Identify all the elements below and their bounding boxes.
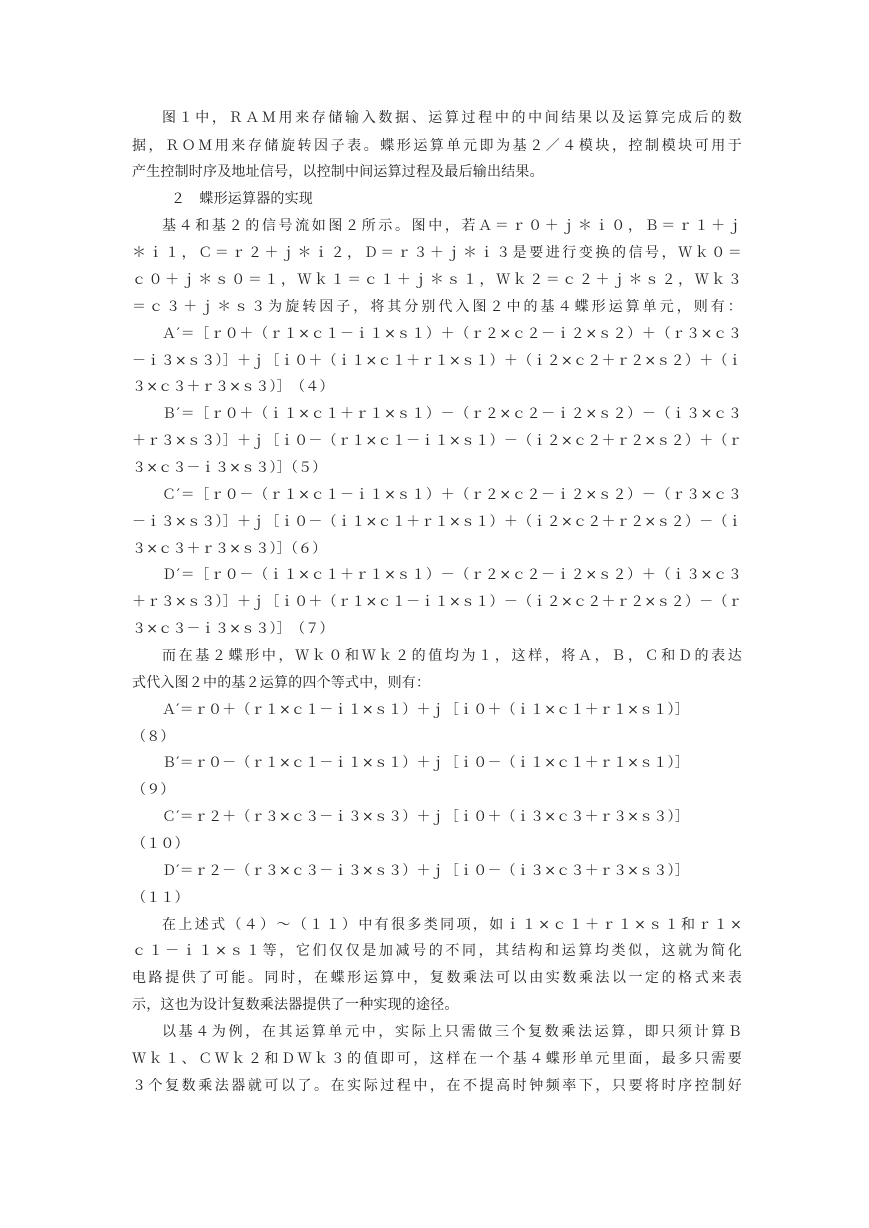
equation-line: ＋ｒ３×ｓ３）］＋ｊ［ｉ０＋（ｒ１×ｃ１－ｉ１×ｓ１）－（ｉ２×ｃ２＋ｒ２×ｓ２）－（ｒ xyxy=(132,594,742,610)
paragraph-line: ３个复数乘法器就可以了。在实际过程中，在不提高时钟频率下，只要将时序控制好 xyxy=(132,1078,742,1094)
paragraph-line: 图１中，ＲＡＭ用来存储输入数据、运算过程中的中间结果以及运算完成后的数 xyxy=(162,110,742,126)
equation-line: ３×ｃ３＋ｒ３×ｓ３）］（６） xyxy=(132,541,327,557)
equation-line: Ｄ′＝ｒ２－（ｒ３×ｃ３－ｉ３×ｓ３）＋ｊ［ｉ０－（ｉ３×ｃ３＋ｒ３×ｓ３）］ xyxy=(162,863,689,879)
equation-line: Ａ′＝［ｒ０＋（ｒ１×ｃ１－ｉ１×ｓ１）＋（ｒ２×ｃ２－ｉ２×ｓ２）＋（ｒ３×ｃ３ xyxy=(162,326,742,342)
equation-line: Ｃ′＝ｒ２＋（ｒ３×ｃ３－ｉ３×ｓ３）＋ｊ［ｉ０＋（ｉ３×ｃ３＋ｒ３×ｓ３）］ xyxy=(162,809,689,825)
equation-line: －ｉ３×ｓ３）］＋ｊ［ｉ０－（ｉ１×ｃ１＋ｒ１×ｓ１）＋（ｉ２×ｃ２＋ｒ２×ｓ２）－（ｉ xyxy=(132,514,742,530)
paragraph-line: Ｗｋ１、ＣＷｋ２和ＤＷｋ３的值即可，这样在一个基４蝶形单元里面，最多只需要 xyxy=(132,1051,742,1067)
section-heading: ２ 蝶形运算器的实现 xyxy=(171,191,313,207)
paragraph-line: 产生控制时序及地址信号，以控制中间运算过程及最后输出结果。 xyxy=(132,164,544,180)
paragraph-line: 电路提供了可能。同时，在蝶形运算中，复数乘法可以由实数乘法以一定的格式来表 xyxy=(132,970,742,986)
equation-line: Ａ′＝ｒ０＋（ｒ１×ｃ１－ｉ１×ｓ１）＋ｊ［ｉ０＋（ｉ１×ｃ１＋ｒ１×ｓ１）］ xyxy=(162,702,689,718)
paragraph-line: 在上述式（４）～（１１）中有很多类同项，如ｉ１×ｃ１＋ｒ１×ｓ１和ｒ１× xyxy=(162,917,742,933)
equation-number: （１０） xyxy=(132,836,189,852)
paragraph-line: ＝ｃ３＋ｊ＊ｓ３为旋转因子，将其分别代入图２中的基４蝶形运算单元，则有： xyxy=(132,299,742,315)
equation-line: ３×ｃ３＋ｒ３×ｓ３）］ （４） xyxy=(132,379,334,395)
equation-line: Ｄ′＝［ｒ０－（ｉ１×ｃ１＋ｒ１×ｓ１）－（ｒ２×ｃ２－ｉ２×ｓ２）＋（ｉ３×ｃ３ xyxy=(162,567,742,583)
paragraph-line: 以基４为例，在其运算单元中，实际上只需做三个复数乘法运算，即只须计算Ｂ xyxy=(162,1024,742,1040)
equation-line: ＋ｒ３×ｓ３）］＋ｊ［ｉ０－（ｒ１×ｃ１－ｉ１×ｓ１）－（ｉ２×ｃ２＋ｒ２×ｓ２）＋（ｒ xyxy=(132,433,742,449)
equation-line: Ｃ′＝［ｒ０－（ｒ１×ｃ１－ｉ１×ｓ１）＋（ｒ２×ｃ２－ｉ２×ｓ２）－（ｒ３×ｃ３ xyxy=(162,487,742,503)
paragraph-line: ｃ０＋ｊ＊ｓ０＝１，Ｗｋ１＝ｃ１＋ｊ＊ｓ１，Ｗｋ２＝ｃ２＋ｊ＊ｓ２，Ｗｋ３ xyxy=(132,272,742,288)
paragraph-line: 而在基２蝶形中，Ｗｋ０和Ｗｋ２的值均为１，这样，将Ａ，Ｂ，Ｃ和Ｄ的表达 xyxy=(162,648,742,664)
equation-line: Ｂ′＝［ｒ０＋（ｉ１×ｃ１＋ｒ１×ｓ１）－（ｒ２×ｃ２－ｉ２×ｓ２）－（ｉ３×ｃ３ xyxy=(162,406,742,422)
paragraph-line: 基４和基２的信号流如图２所示。图中，若Ａ＝ｒ０＋ｊ＊ｉ０，Ｂ＝ｒ１＋ｊ xyxy=(162,218,742,234)
equation-line: ３×ｃ３－ｉ３×ｓ３）］ （７） xyxy=(132,621,334,637)
equation-number: （１１） xyxy=(132,890,189,906)
equation-number: （８） xyxy=(132,729,175,745)
paragraph-line: 示，这也为设计复数乘法器提供了一种实现的途径。 xyxy=(132,997,459,1013)
equation-line: －ｉ３×ｓ３）］＋ｊ［ｉ０＋（ｉ１×ｃ１＋ｒ１×ｓ１）＋（ｉ２×ｃ２＋ｒ２×ｓ２）＋（ｉ xyxy=(132,353,742,369)
equation-line: ３×ｃ３－ｉ３×ｓ３）］（５） xyxy=(132,460,327,476)
paragraph-line: ＊ｉ１，Ｃ＝ｒ２＋ｊ＊ｉ２，Ｄ＝ｒ３＋ｊ＊ｉ３是要进行变换的信号，Ｗｋ０＝ xyxy=(132,245,742,261)
paragraph-line: 式代入图２中的基２运算的四个等式中，则有： xyxy=(132,675,431,691)
equation-number: （９） xyxy=(132,782,175,798)
equation-line: Ｂ′＝ｒ０－（ｒ１×ｃ１－ｉ１×ｓ１）＋ｊ［ｉ０－（ｉ１×ｃ１＋ｒ１×ｓ１）］ xyxy=(162,755,689,771)
paragraph-line: ｃ１－ｉ１×ｓ１等，它们仅仅是加减号的不同，其结构和运算均类似，这就为简化 xyxy=(132,943,742,959)
paragraph-line: 据，ＲＯＭ用来存储旋转因子表。蝶形运算单元即为基２／４模块，控制模块可用于 xyxy=(132,138,742,154)
